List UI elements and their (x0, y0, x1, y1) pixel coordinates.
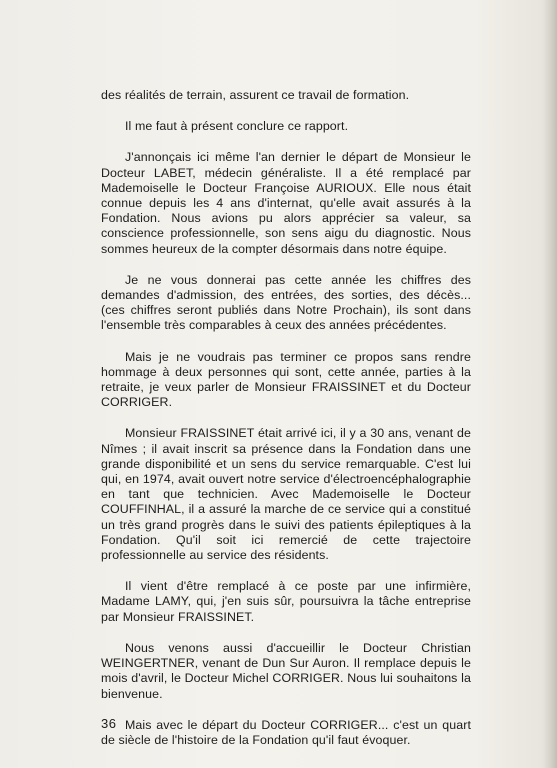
paragraph: Il vient d'être remplacé à ce poste par une infirmière, Madame LAMY, qui, j'en suis sûr, poursuivra la tâche entreprise par Monsieur FRAISSINET. (101, 579, 471, 624)
paragraph: Monsieur FRAISSINET était arrivé ici, il y a 30 ans, venant de Nîmes ; il avait inscrit sa présence dans la Fondation dans une grande disponibilité et un sens du service remarquable. C'est lui qui, en 1974, avait ouvert notre service d'électroencéphalographie en tant que technicien. Avec Mademoiselle le Docteur COUFFINHAL, il a assuré la marche de ce service qui a constitué un très grand progrès dans le suivi des patients épileptiques à la Fondation. Qu'il soit ici remercié de cette trajectoire professionnelle au service des résidents. (101, 426, 471, 563)
page-gutter-shadow (543, 0, 557, 768)
paragraph: Il me faut à présent conclure ce rapport. (125, 119, 349, 134)
paragraph: Mais je ne voudrais pas terminer ce propos sans rendre hommage à deux personnes qui sont, cette année, parties à la retraite, je veux parler de Monsieur FRAISSINET et du Docteur CORRIGER. (101, 349, 471, 410)
page-number: 36 (101, 716, 117, 731)
paragraph: J'annonçais ici même l'an dernier le départ de Monsieur le Docteur LABET, médecin généraliste. Il a été remplacé par Mademoiselle le Docteur Françoise AURIOUX. Elle nous était connue depuis les 4 ans d'internat, qu'elle avait assurés à la Fondation. Nous avions pu alors apprécier sa valeur, sa conscience professionnelle, son sens aigu du diagnostic. Nous sommes heureux de la compter désormais dans notre équipe. (101, 150, 471, 256)
body-text (101, 88, 471, 764)
paragraph: Je ne vous donnerai pas cette année les chiffres des demandes d'admission, des entrées, des sorties, des décès... (ces chiffres seront publiés dans Notre Prochain), ils sont dans l'ensemble très comparables à ceux des années précédentes. (101, 272, 471, 333)
paragraph: Mais avec le départ du Docteur CORRIGER... c'est un quart de siècle de l'histoire de la Fondation qu'il faut évoquer. (101, 717, 471, 747)
paragraph: Nous venons aussi d'accueillir le Docteur Christian WEINGERTNER, venant de Dun Sur Auron. Il remplace depuis le mois d'avril, le Docteur Michel CORRIGER. Nous lui souhaitons la bienvenue. (101, 640, 471, 701)
paragraph: des réalités de terrain, assurent ce travail de formation. (101, 88, 410, 102)
